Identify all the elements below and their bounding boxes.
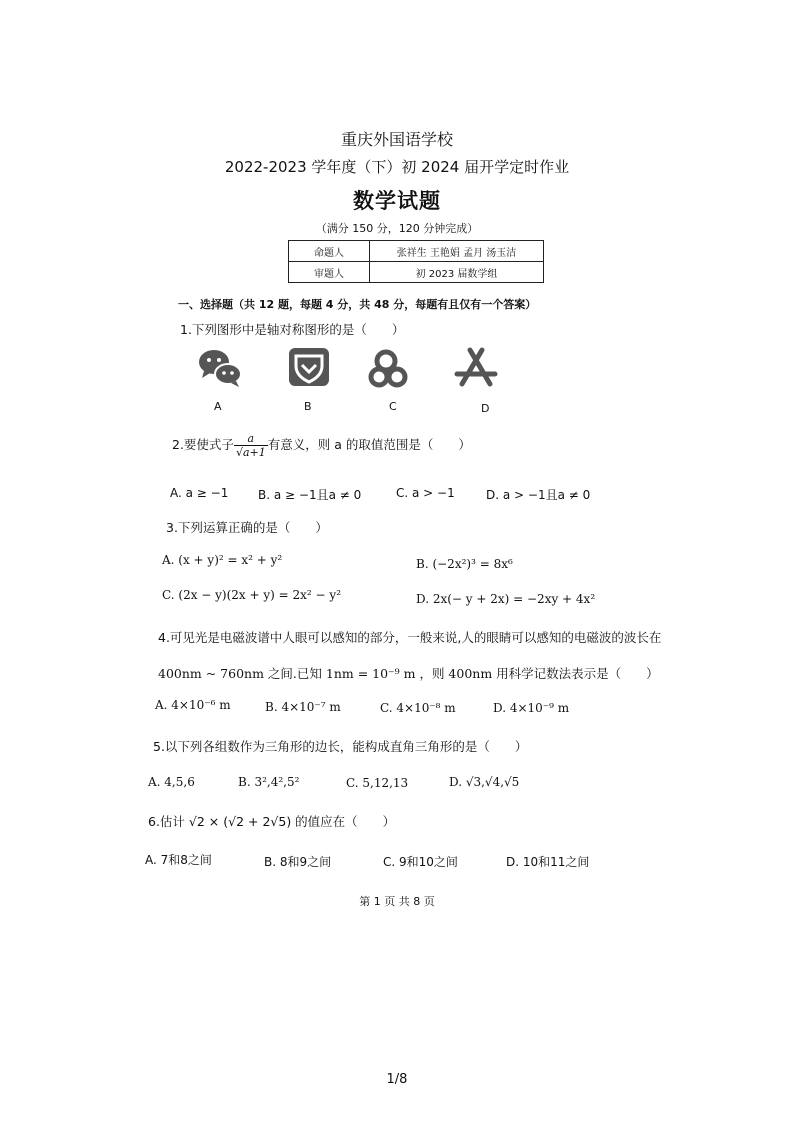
q4-option-b: B. 4×10⁻⁷ m [265,700,341,714]
q6-option-b: B. 8和9之间 [264,855,332,869]
table-row [289,241,544,262]
q2-option-c: C. a > −1 [396,486,455,500]
q4-option-d: D. 4×10⁻⁹ m [493,701,570,715]
section-heading: 一、选择题（共 12 题，每题 4 分，共 48 分，每题有且仅有一个答案） [178,298,537,311]
fraction-denominator: √a+1 [235,446,266,459]
q2-option-a: A. a ≥ −1 [170,486,229,500]
q5-option-a: A. 4,5,6 [148,775,195,789]
question-2-suffix: 有意义，则 a 的取值范围是（ ） [267,437,471,452]
question-5: 5.以下列各组数作为三角形的边长，能构成直角三角形的是（ ） [153,739,528,754]
q5-option-d: D. √3,√4,√5 [449,775,520,789]
question-2-prefix: 2.要使式子 [172,437,234,452]
q6-option-d: D. 10和11之间 [506,855,590,869]
shield-icon [285,346,333,390]
wechat-icon [196,346,244,390]
table-cell-label: 命题人 [289,241,370,262]
q4-option-c: C. 4×10⁻⁸ m [380,701,456,715]
school-name: 重庆外国语学校 [340,130,453,149]
question-4-line-1: 4.可见光是电磁波谱中人眼可以感知的部分，一般来说,人的眼睛可以感知的电磁波的波长在 [158,630,662,645]
author-table [288,240,544,283]
exam-subtitle: 2022-2023 学年度（下）初 2024 届开学定时作业 [224,158,570,176]
option-label-d: D [481,402,490,415]
q6-option-a: A. 7和8之间 [145,853,212,867]
option-label-b: B [304,400,312,413]
option-label-a: A [214,400,222,413]
page-footer: 第 1 页 共 8 页 [359,895,435,908]
question-2 [172,432,471,459]
table-cell-value: 初 2023 届数学组 [370,262,544,283]
fraction [234,432,268,459]
fraction-numerator: a [234,432,268,446]
table-cell-value: 张祥生 王艳娟 孟月 汤玉洁 [370,241,544,262]
q5-option-b: B. 3²,4²,5² [238,775,300,789]
page-indicator: 1/8 [386,1072,408,1087]
q4-option-a: A. 4×10⁻⁶ m [155,698,231,712]
q5-option-c: C. 5,12,13 [346,776,409,790]
q3-option-a: A. (x + y)² = x² + y² [162,553,283,567]
question-1: 1.下列图形中是轴对称图形的是（ ） [180,322,405,337]
q2-option-d: D. a > −1且a ≠ 0 [486,488,591,502]
exam-title: 数学试题 [353,189,441,213]
q6-option-c: C. 9和10之间 [383,855,458,869]
q2-option-b: B. a ≥ −1且a ≠ 0 [258,488,362,502]
question-3: 3.下列运算正确的是（ ） [166,520,328,535]
table-row [289,262,544,283]
q3-option-b: B. (−2x²)³ = 8x⁶ [416,557,513,571]
score-note: （满分 150 分，120 分钟完成） [315,222,479,235]
option-label-c: C [389,400,397,413]
table-cell-label: 审题人 [289,262,370,283]
question-4-line-2: 400nm ~ 760nm 之间.已知 1nm = 10⁻⁹ m ，则 400nm 用科学记数法表示是（ ） [158,666,659,681]
q3-option-c: C. (2x − y)(2x + y) = 2x² − y² [162,588,342,602]
question-6: 6.估计 √2 × (√2 + 2√5) 的值应在（ ） [148,814,396,829]
three-circles-icon [366,348,414,392]
q3-option-d: D. 2x(− y + 2x) = −2xy + 4x² [416,592,596,606]
app-store-icon [452,346,500,390]
